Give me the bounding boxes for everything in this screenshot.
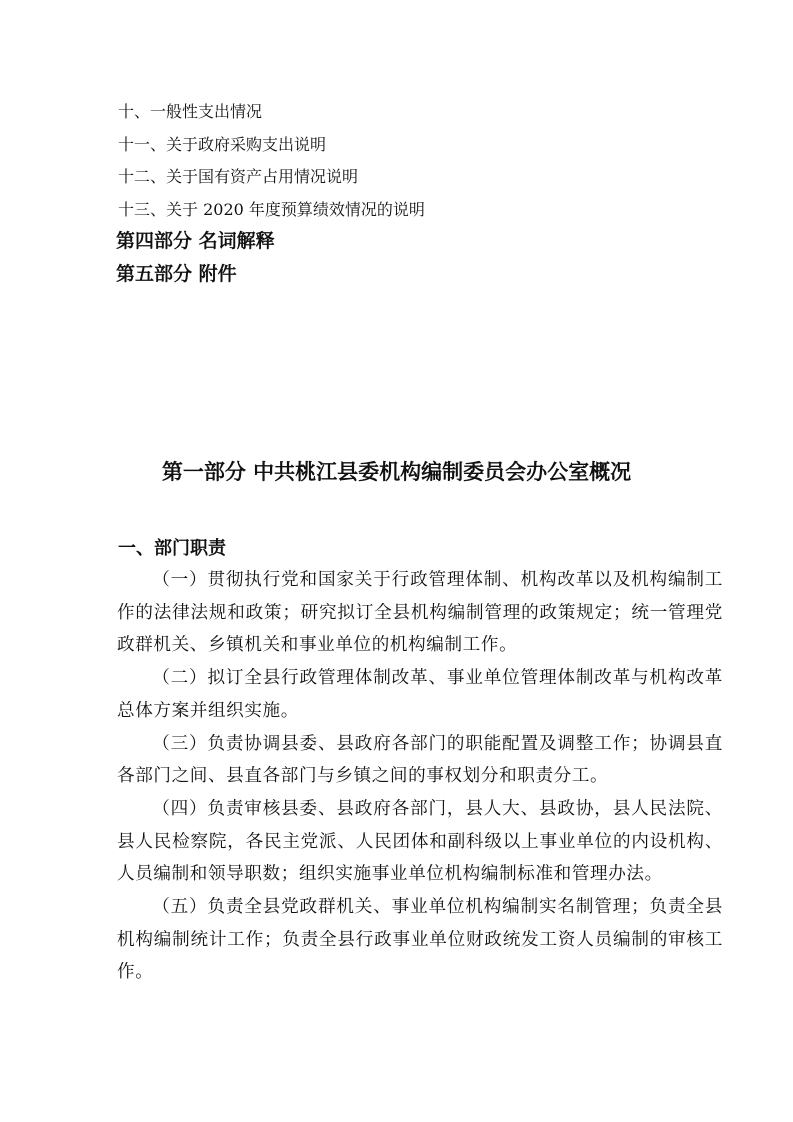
toc-part-4: 第四部分 名词解释 bbox=[116, 230, 275, 252]
toc-item-12: 十二、关于国有资产占用情况说明 bbox=[118, 167, 359, 186]
toc-part-5: 第五部分 附件 bbox=[116, 263, 237, 285]
duty-paragraph-5: （五）负责全县党政群机关、事业单位机构编制实名制管理；负责全县机构编制统计工作；负责全县行政事业单位财政统发工资人员编制的审核工作。 bbox=[117, 897, 723, 983]
duty-paragraph-3: （三）负责协调县委、县政府各部门的职能配置及调整工作；协调县直各部门之间、县直各部门与乡镇之间的事权划分和职责分工。 bbox=[117, 733, 723, 787]
duty-paragraph-4: （四）负责审核县委、县政府各部门，县人大、县政协，县人民法院、县人民检察院，各民主党派、人民团体和副科级以上事业单位的内设机构、人员编制和领导职数；组织实施事业单位机构编制标准和管理办法。 bbox=[117, 798, 723, 885]
section-heading: 一、部门职责 bbox=[118, 538, 226, 559]
duty-paragraph-2: （二）拟订全县行政管理体制改革、事业单位管理体制改革与机构改革总体方案并组织实施。 bbox=[117, 668, 723, 721]
toc-item-10: 十、一般性支出情况 bbox=[118, 102, 263, 121]
duty-paragraph-1: （一）贯彻执行党和国家关于行政管理体制、机构改革以及机构编制工作的法律法规和政策；研究拟订全县机构编制管理的政策规定；统一管理党政群机关、乡镇机关和事业单位的机构编制工作。 bbox=[117, 570, 723, 656]
section-title: 第一部分 中共桃江县委机构编制委员会办公室概况 bbox=[161, 460, 632, 484]
duties-body bbox=[117, 564, 723, 989]
toc-item-11: 十一、关于政府采购支出说明 bbox=[118, 135, 327, 154]
toc-item-13: 十三、关于 2020 年度预算绩效情况的说明 bbox=[118, 200, 425, 219]
